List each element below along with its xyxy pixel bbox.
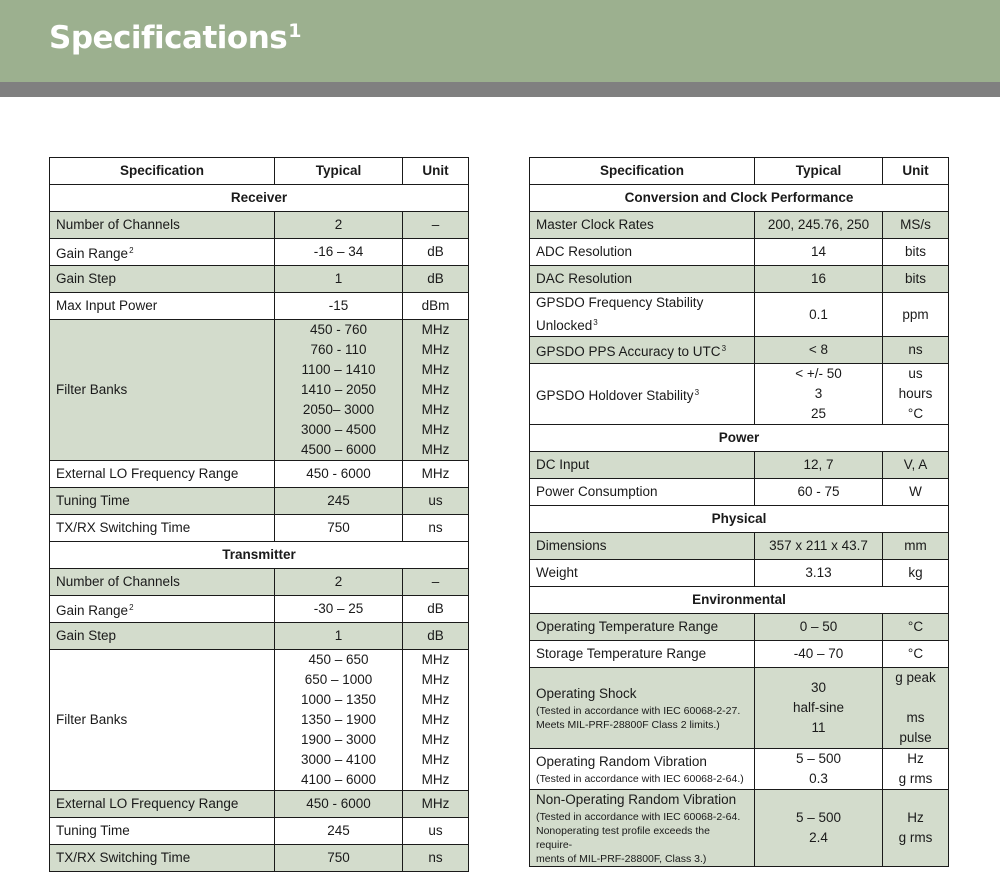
spec-row xyxy=(530,641,949,668)
spec-row xyxy=(50,461,469,488)
spec-unit: dB xyxy=(403,623,469,650)
spec-name-cell xyxy=(530,479,755,506)
spec-note: (Tested in accordance with IEC 60068-2-64.) xyxy=(536,773,744,785)
spec-note: (Tested in accordance with IEC 60068-2-27. Meets MIL-PRF-28800F Class 2 limits.) xyxy=(536,705,741,731)
spec-name: Gain Range xyxy=(56,602,129,618)
spec-name: DC Input xyxy=(536,457,590,472)
col-header-typical: Typical xyxy=(755,158,883,185)
spec-typical-value: 357 x 211 x 43.7 xyxy=(755,533,883,560)
spec-row xyxy=(50,596,469,623)
footnote-marker: 2 xyxy=(129,245,134,255)
spec-name: Gain Step xyxy=(56,271,117,286)
spec-row xyxy=(50,488,469,515)
spec-row xyxy=(50,320,469,461)
spec-name-cell xyxy=(530,560,755,587)
spec-name-cell xyxy=(50,488,275,515)
spec-name: Filter Banks xyxy=(56,712,128,727)
spec-name-cell xyxy=(50,623,275,650)
footnote-marker: 3 xyxy=(593,318,598,327)
spec-row xyxy=(530,749,949,790)
spec-unit: W xyxy=(883,479,949,506)
col-header-unit: Unit xyxy=(403,158,469,185)
spec-unit: us hours °C xyxy=(883,364,949,425)
spec-typical-value: 60 - 75 xyxy=(755,479,883,506)
spec-name-cell xyxy=(530,790,755,867)
spec-unit: kg xyxy=(883,560,949,587)
spec-name: Weight xyxy=(536,565,578,580)
spec-unit: ns xyxy=(883,337,949,364)
footnote-marker: 3 xyxy=(694,387,700,397)
spec-name-cell xyxy=(530,641,755,668)
section-header-row xyxy=(530,425,949,452)
section-header-row xyxy=(530,587,949,614)
spec-name-cell xyxy=(50,266,275,293)
spec-unit: °C xyxy=(883,614,949,641)
spec-name: External LO Frequency Range xyxy=(56,466,239,481)
spec-typical-value: 200, 245.76, 250 xyxy=(755,212,883,239)
spec-name-cell xyxy=(50,320,275,461)
spec-row xyxy=(50,569,469,596)
spec-note: (Tested in accordance with IEC 60068-2-64. Nonoperating test profile exceeds the require- ments of MIL-PRF-28800F, Class 3.) xyxy=(536,811,741,865)
spec-name-cell xyxy=(530,212,755,239)
spec-typical-value: 750 xyxy=(275,515,403,542)
spec-name: GPSDO Frequency Stability Unlocked xyxy=(536,295,704,333)
spec-unit: us xyxy=(403,488,469,515)
section-title: Environmental xyxy=(530,587,949,614)
spec-typical-value: 0.1 xyxy=(755,293,883,337)
spec-name-cell xyxy=(530,266,755,293)
spec-name-cell xyxy=(530,293,755,337)
spec-name: Power Consumption xyxy=(536,484,658,499)
spec-name-cell xyxy=(50,596,275,623)
spec-row xyxy=(530,293,949,337)
spec-name: Dimensions xyxy=(536,538,607,553)
header-banner xyxy=(0,0,1000,82)
spec-name: Operating Temperature Range xyxy=(536,619,719,634)
spec-row xyxy=(50,515,469,542)
spec-name-cell xyxy=(50,515,275,542)
spec-unit: V, A xyxy=(883,452,949,479)
spec-unit: Hz g rms xyxy=(883,749,949,790)
spec-row xyxy=(530,614,949,641)
spec-unit: dB xyxy=(403,596,469,623)
spec-name-cell xyxy=(530,668,755,749)
spec-unit: MHz xyxy=(403,791,469,818)
spec-typical-value: -40 – 70 xyxy=(755,641,883,668)
spec-name: GPSDO PPS Accuracy to UTC xyxy=(536,343,721,359)
spec-typical-value: 450 - 760 760 - 110 1100 – 1410 1410 – 2050 2050– 3000 3000 – 4500 4500 – 6000 xyxy=(275,320,403,461)
spec-name: Master Clock Rates xyxy=(536,217,654,232)
spec-row xyxy=(530,533,949,560)
spec-row xyxy=(50,293,469,320)
spec-row xyxy=(530,337,949,364)
spec-row xyxy=(530,212,949,239)
section-title: Conversion and Clock Performance xyxy=(530,185,949,212)
spec-name: ADC Resolution xyxy=(536,244,633,259)
spec-typical-value: 450 – 650 650 – 1000 1000 – 1350 1350 – 1900 1900 – 3000 3000 – 4100 4100 – 6000 xyxy=(275,650,403,791)
left-spec-table xyxy=(49,157,469,872)
spec-name-cell xyxy=(50,293,275,320)
spec-unit: MHz MHz MHz MHz MHz MHz MHz xyxy=(403,650,469,791)
spec-name-cell xyxy=(50,212,275,239)
spec-name: Tuning Time xyxy=(56,823,130,838)
section-title: Power xyxy=(530,425,949,452)
header-row xyxy=(50,158,469,185)
page-title: Specifications$^1$ xyxy=(49,20,301,56)
section-title: Receiver xyxy=(50,185,469,212)
spec-name-cell xyxy=(530,239,755,266)
spec-typical-value: 1 xyxy=(275,623,403,650)
spec-typical-value: -16 – 34 xyxy=(275,239,403,266)
section-header-row xyxy=(530,185,949,212)
spec-unit: dB xyxy=(403,239,469,266)
spec-typical-value: 5 – 500 0.3 xyxy=(755,749,883,790)
spec-name: Storage Temperature Range xyxy=(536,646,707,661)
spec-row xyxy=(530,239,949,266)
section-header-row xyxy=(50,185,469,212)
spec-name: Max Input Power xyxy=(56,298,158,313)
spec-unit: Hz g rms xyxy=(883,790,949,867)
spec-typical-value: 2 xyxy=(275,569,403,596)
spec-row xyxy=(50,212,469,239)
spec-name-cell xyxy=(50,569,275,596)
footnote-marker: 2 xyxy=(129,602,134,612)
spec-name: Gain Range xyxy=(56,245,129,261)
spec-name-cell xyxy=(50,239,275,266)
spec-name: TX/RX Switching Time xyxy=(56,850,191,865)
spec-name-cell xyxy=(50,818,275,845)
spec-typical-value: 3.13 xyxy=(755,560,883,587)
spec-name-cell xyxy=(50,845,275,872)
section-title: Transmitter xyxy=(50,542,469,569)
spec-typical-value: 0 – 50 xyxy=(755,614,883,641)
spec-typical-value: 2 xyxy=(275,212,403,239)
spec-typical-value: 30 half-sine 11 xyxy=(755,668,883,749)
spec-unit: dB xyxy=(403,266,469,293)
spec-name: TX/RX Switching Time xyxy=(56,520,191,535)
spec-name: DAC Resolution xyxy=(536,271,633,286)
col-header-spec: Specification xyxy=(530,158,755,185)
header-row xyxy=(530,158,949,185)
footnote-marker: 3 xyxy=(721,343,727,353)
spec-typical-value: 14 xyxy=(755,239,883,266)
spec-unit: MS/s xyxy=(883,212,949,239)
spec-name: GPSDO Holdover Stability xyxy=(536,387,694,403)
spec-name-cell xyxy=(530,749,755,790)
spec-unit: dBm xyxy=(403,293,469,320)
spec-unit: °C xyxy=(883,641,949,668)
spec-name-cell xyxy=(530,337,755,364)
section-header-row xyxy=(530,506,949,533)
spec-name: Tuning Time xyxy=(56,493,130,508)
spec-row xyxy=(50,650,469,791)
spec-typical-value: 750 xyxy=(275,845,403,872)
spec-unit: – xyxy=(403,569,469,596)
spec-name-cell xyxy=(50,650,275,791)
spec-unit: ppm xyxy=(883,293,949,337)
spec-unit: bits xyxy=(883,239,949,266)
col-header-unit: Unit xyxy=(883,158,949,185)
spec-row xyxy=(530,452,949,479)
spec-typical-value: -15 xyxy=(275,293,403,320)
spec-unit: ns xyxy=(403,845,469,872)
spec-row xyxy=(50,818,469,845)
spec-row xyxy=(530,560,949,587)
spec-row xyxy=(50,623,469,650)
spec-unit: – xyxy=(403,212,469,239)
title-footnote-marker: 1 xyxy=(288,20,301,42)
spec-row xyxy=(530,790,949,867)
spec-name-cell xyxy=(530,614,755,641)
spec-typical-value: 245 xyxy=(275,488,403,515)
right-spec-table xyxy=(529,157,949,867)
spec-typical-value: 450 - 6000 xyxy=(275,461,403,488)
spec-row xyxy=(530,479,949,506)
spec-typical-value: 16 xyxy=(755,266,883,293)
spec-typical-value: 12, 7 xyxy=(755,452,883,479)
section-header-row xyxy=(50,542,469,569)
spec-typical-value: 1 xyxy=(275,266,403,293)
spec-row xyxy=(530,668,949,749)
spec-name-cell xyxy=(50,461,275,488)
spec-name-cell xyxy=(530,452,755,479)
col-header-spec: Specification xyxy=(50,158,275,185)
spec-row xyxy=(530,266,949,293)
section-title: Physical xyxy=(530,506,949,533)
spec-name: External LO Frequency Range xyxy=(56,796,239,811)
spec-unit: MHz xyxy=(403,461,469,488)
spec-unit: mm xyxy=(883,533,949,560)
spec-unit: MHz MHz MHz MHz MHz MHz MHz xyxy=(403,320,469,461)
spec-row xyxy=(50,239,469,266)
spec-name: Gain Step xyxy=(56,628,117,643)
spec-typical-value: 5 – 500 2.4 xyxy=(755,790,883,867)
spec-name: Operating Random Vibration xyxy=(536,754,707,769)
spec-typical-value: 450 - 6000 xyxy=(275,791,403,818)
spec-typical-value: < +/- 50 3 25 xyxy=(755,364,883,425)
spec-unit: ns xyxy=(403,515,469,542)
spec-unit: bits xyxy=(883,266,949,293)
spec-name-cell xyxy=(530,364,755,425)
spec-unit: us xyxy=(403,818,469,845)
spec-row xyxy=(50,845,469,872)
spec-name-cell xyxy=(50,791,275,818)
spec-typical-value: < 8 xyxy=(755,337,883,364)
spec-name-cell xyxy=(530,533,755,560)
spec-row xyxy=(530,364,949,425)
spec-row xyxy=(50,791,469,818)
spec-name: Number of Channels xyxy=(56,574,180,589)
col-header-typical: Typical xyxy=(275,158,403,185)
spec-row xyxy=(50,266,469,293)
spec-name: Number of Channels xyxy=(56,217,180,232)
spec-name: Filter Banks xyxy=(56,382,128,397)
spec-unit: g peak ms pulse xyxy=(883,668,949,749)
header-divider-band xyxy=(0,82,1000,97)
spec-name: Non-Operating Random Vibration xyxy=(536,792,737,807)
spec-typical-value: -30 – 25 xyxy=(275,596,403,623)
spec-typical-value: 245 xyxy=(275,818,403,845)
spec-name: Operating Shock xyxy=(536,686,637,701)
